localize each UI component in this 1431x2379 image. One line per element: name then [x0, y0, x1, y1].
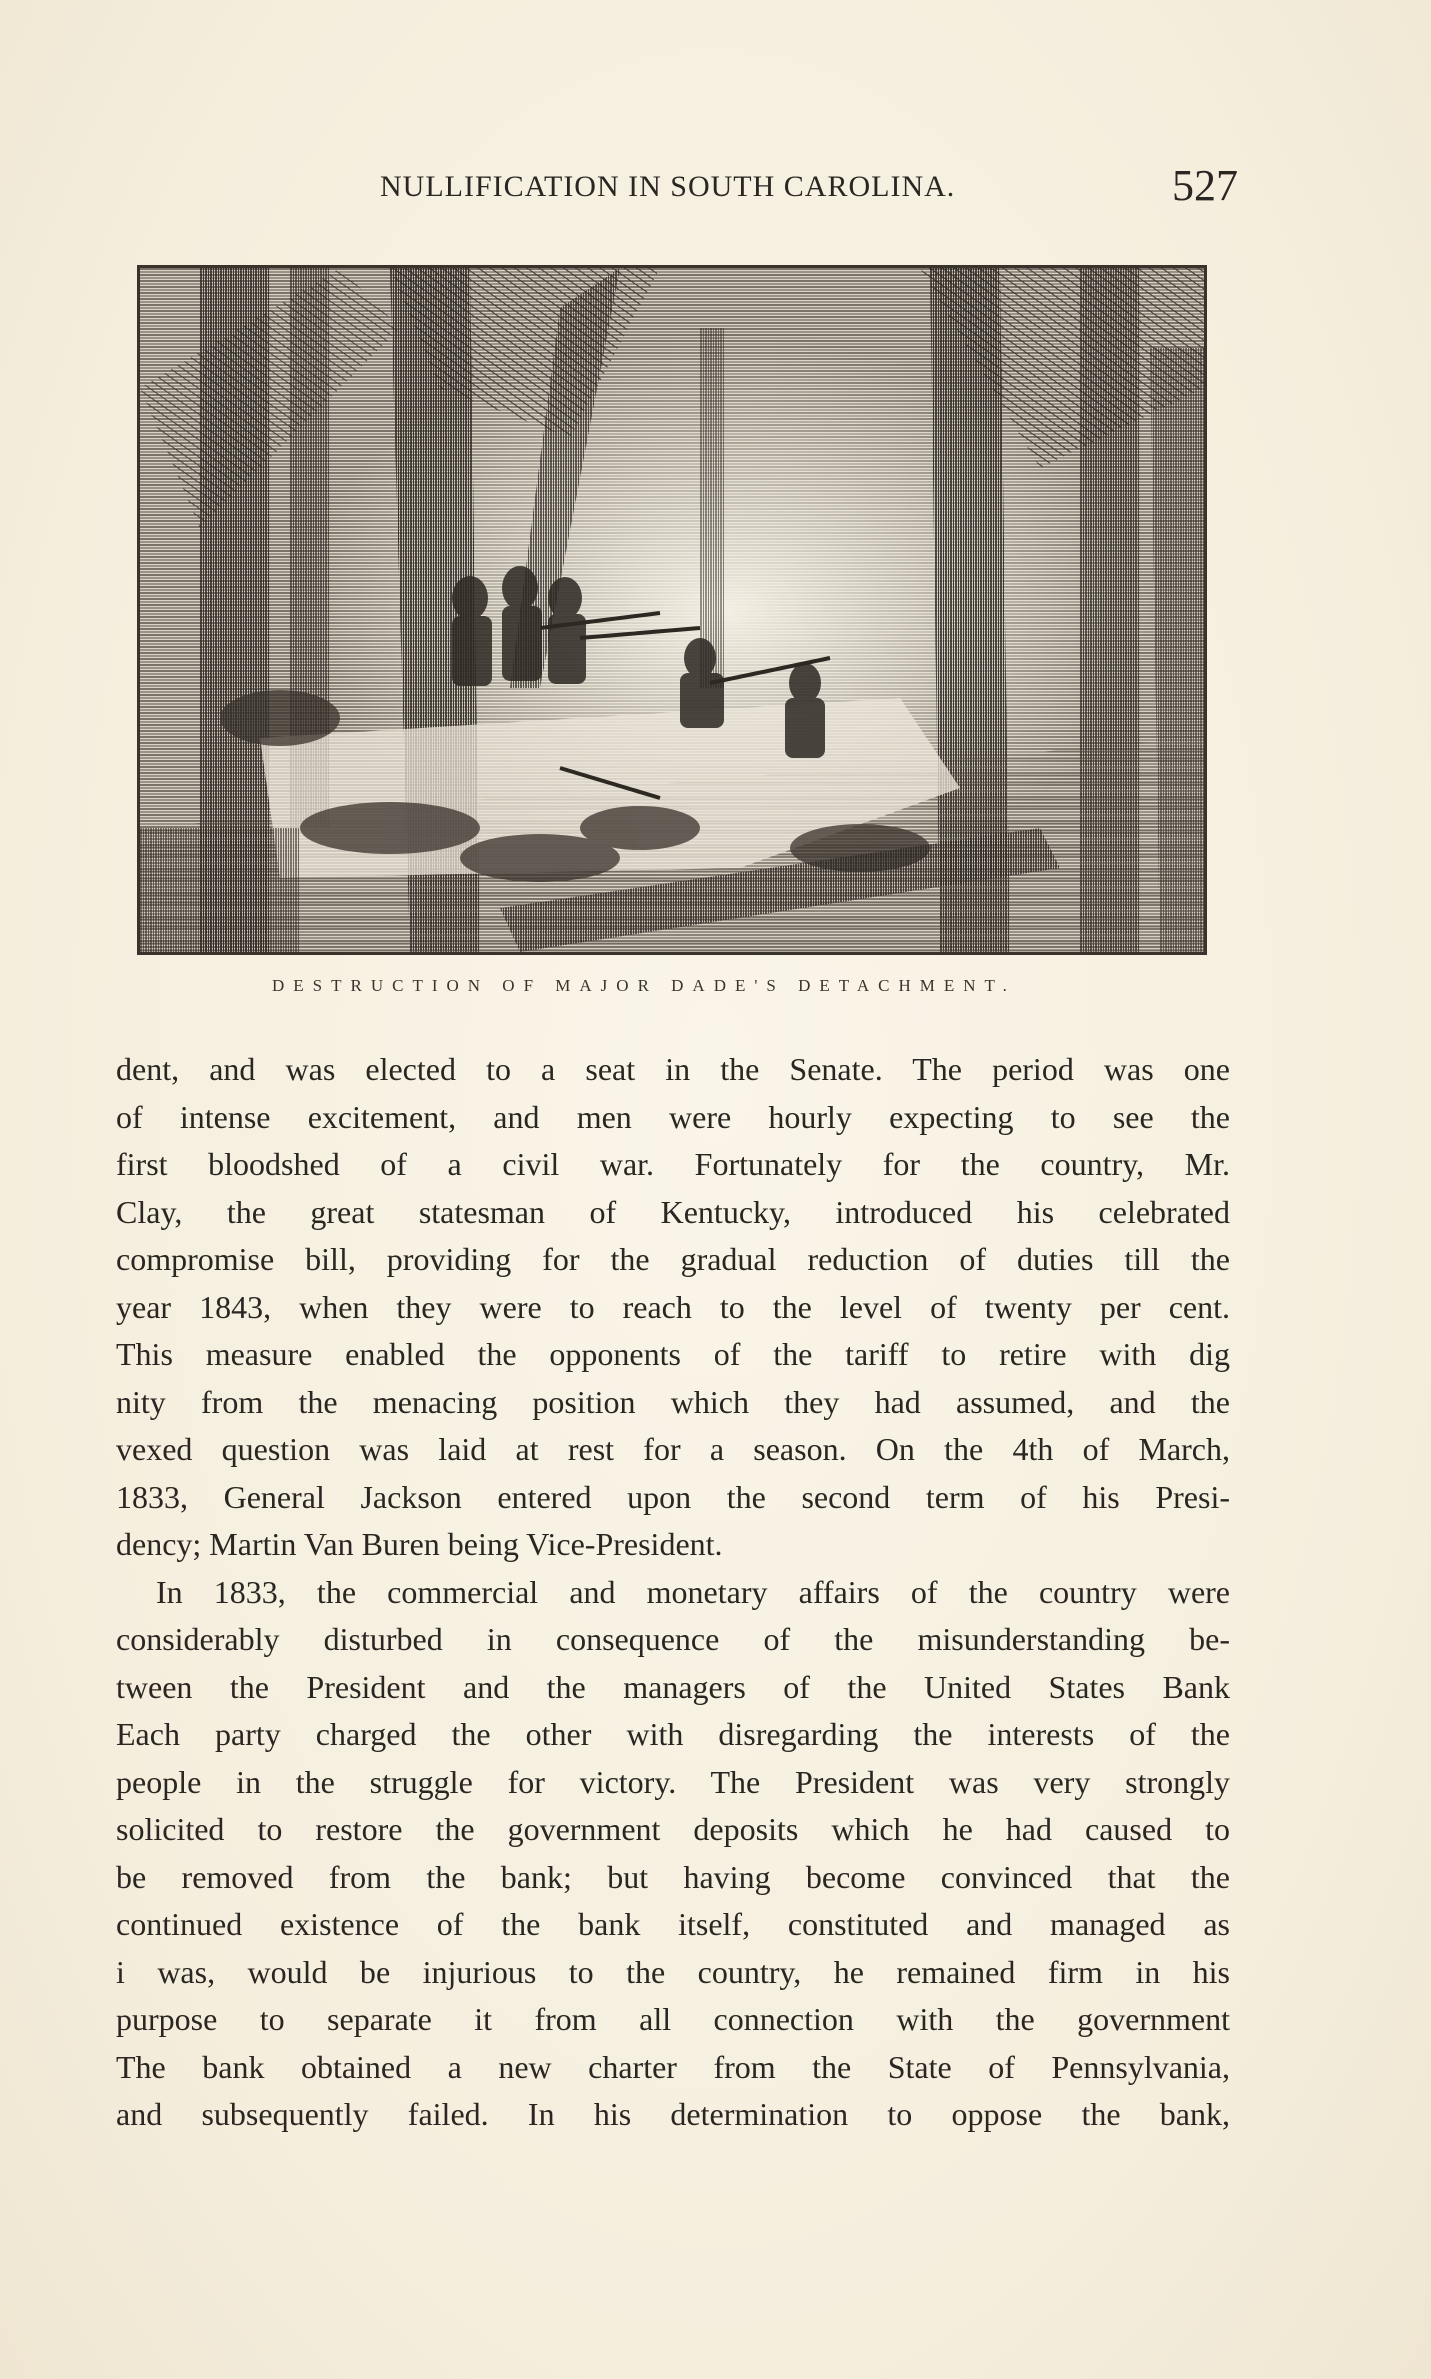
engraving-illustration [137, 265, 1207, 955]
text-line: Clay, the great statesman of Kentucky, introduced his celebrated [116, 1193, 1230, 1230]
text-line: dent, and was elected to a seat in the Senate. The period was one [116, 1051, 1230, 1087]
text-line: first bloodshed of a civil war. Fortunately for the country, Mr. [116, 1146, 1230, 1182]
text-line: compromise bill, providing for the gradual reduction of duties till the [116, 1241, 1230, 1277]
text-line: 1833, General Jackson entered upon the second term of his Presi- [116, 1478, 1230, 1515]
text-line: i was, would be injurious to the country, he remained firm in his [116, 1953, 1230, 1990]
running-head: NULLIFICATION IN SOUTH CAROLINA. [380, 170, 956, 203]
text-line: continued existence of the bank itself, constituted and managed as [116, 1906, 1230, 1942]
text-line: nity from the menacing position which they had assumed, and the [116, 1383, 1230, 1420]
text-line: The bank obtained a new charter from the State of Pennsylvania, [116, 2048, 1230, 2085]
text-line: solicited to restore the government deposits which he had caused to [116, 1811, 1230, 1847]
page-number: 527 [1172, 161, 1238, 210]
text-line: of intense excitement, and men were hourly expecting to see the [116, 1098, 1230, 1135]
text-line: and subsequently failed. In his determination to oppose the bank, [116, 2096, 1230, 2132]
engraving-forest-battle-scene [140, 268, 1204, 952]
text-line: tween the President and the managers of the United States Bank [116, 1668, 1230, 1705]
text-line: In 1833, the commercial and monetary affairs of the country were [156, 1573, 1230, 1610]
text-line: considerably disturbed in consequence of the misunderstanding be- [116, 1621, 1230, 1657]
figure-caption: DESTRUCTION OF MAJOR DADE'S DETACHMENT. [272, 976, 1016, 995]
text-line: be removed from the bank; but having become convinced that the [116, 1858, 1230, 1895]
text-line: This measure enabled the opponents of the tariff to retire with dig [116, 1336, 1230, 1372]
text-line: year 1843, when they were to reach to the level of twenty per cent. [116, 1288, 1230, 1325]
text-line: dency; Martin Van Buren being Vice-President. [116, 1526, 723, 1562]
text-line: purpose to separate it from all connection with the government [116, 2001, 1230, 2037]
text-line: vexed question was laid at rest for a season. On the 4th of March, [116, 1431, 1230, 1467]
text-line: people in the struggle for victory. The President was very strongly [116, 1763, 1230, 1800]
text-line: Each party charged the other with disregarding the interests of the [116, 1716, 1230, 1752]
body-text [116, 1046, 1230, 2139]
